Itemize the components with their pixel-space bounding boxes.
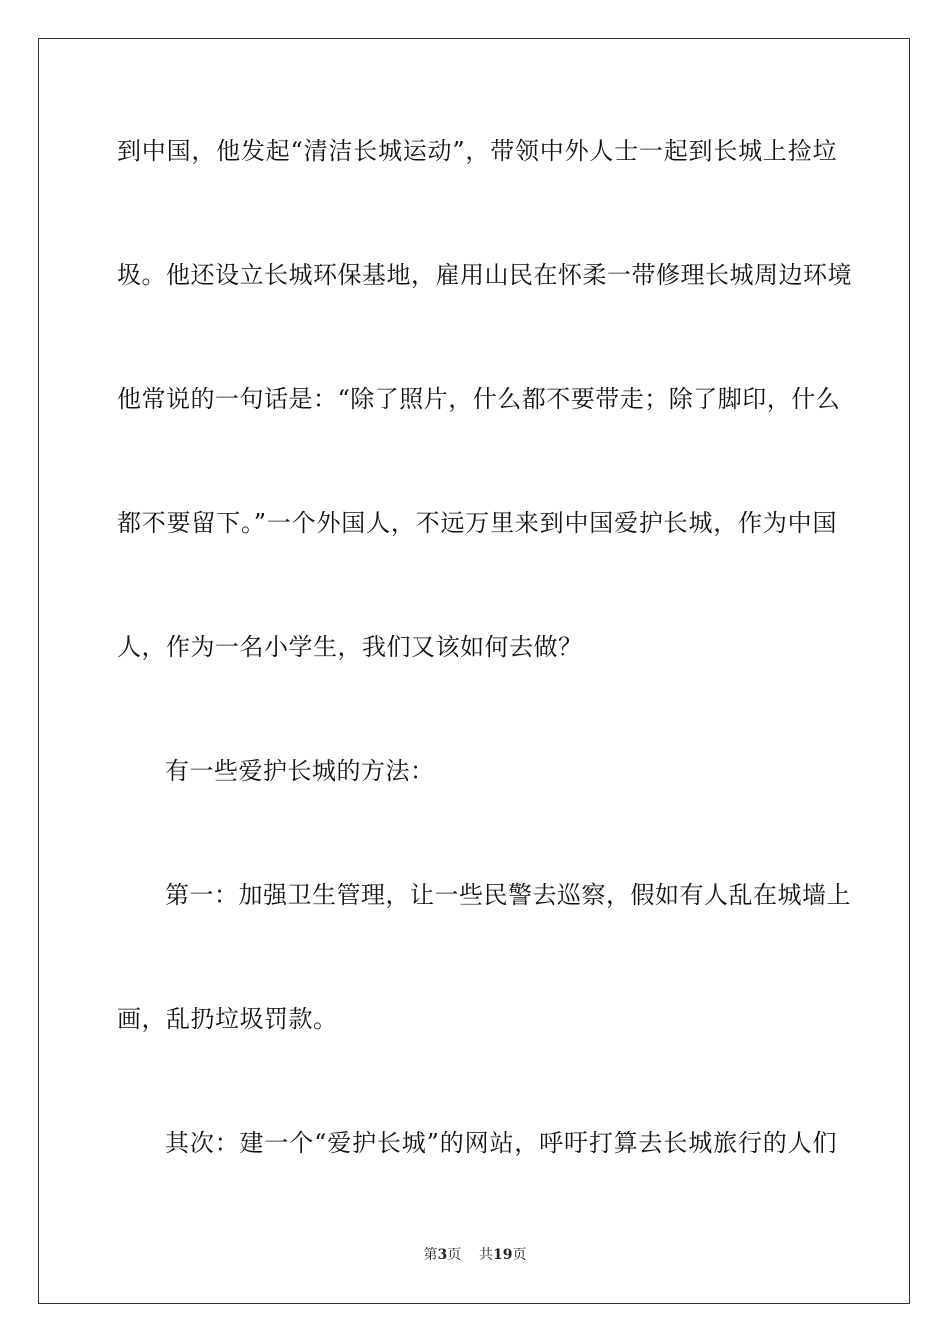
page-footer bbox=[0, 1246, 950, 1264]
text-line-5: 人，作为一名小学生，我们又该如何去做？ bbox=[117, 633, 583, 661]
total-prefix: 共 bbox=[479, 1247, 494, 1263]
text-line-9: 其次：建一个“爱护长城”的网站，呼吁打算去长城旅行的人们 bbox=[165, 1129, 837, 1157]
text-line-7: 第一：加强卫生管理，让一些民警去巡察，假如有人乱在城墙上 bbox=[165, 881, 851, 909]
text-line-3: 他常说的一句话是：“除了照片，什么都不要带走；除了脚印，什么 bbox=[117, 385, 841, 413]
total-suffix: 页 bbox=[512, 1247, 527, 1263]
text-line-1: 到中国，他发起“清洁长城运动”，带领中外人士一起到长城上捡垃 bbox=[117, 137, 837, 165]
text-line-2: 圾。他还设立长城环保基地，雇用山民在怀柔一带修理长城周边环境 bbox=[117, 261, 852, 289]
page-suffix: 页 bbox=[447, 1247, 462, 1263]
total-pages: 19 bbox=[493, 1247, 513, 1263]
page-border bbox=[38, 38, 910, 1304]
text-line-6: 有一些爱护长城的方法： bbox=[165, 757, 435, 785]
page-number: 3 bbox=[437, 1247, 448, 1263]
text-line-4: 都不要留下。”一个外国人，不远万里来到中国爱护长城，作为中国 bbox=[117, 509, 837, 537]
page-prefix: 第 bbox=[423, 1247, 438, 1263]
text-line-8: 画，乱扔垃圾罚款。 bbox=[117, 1005, 338, 1033]
